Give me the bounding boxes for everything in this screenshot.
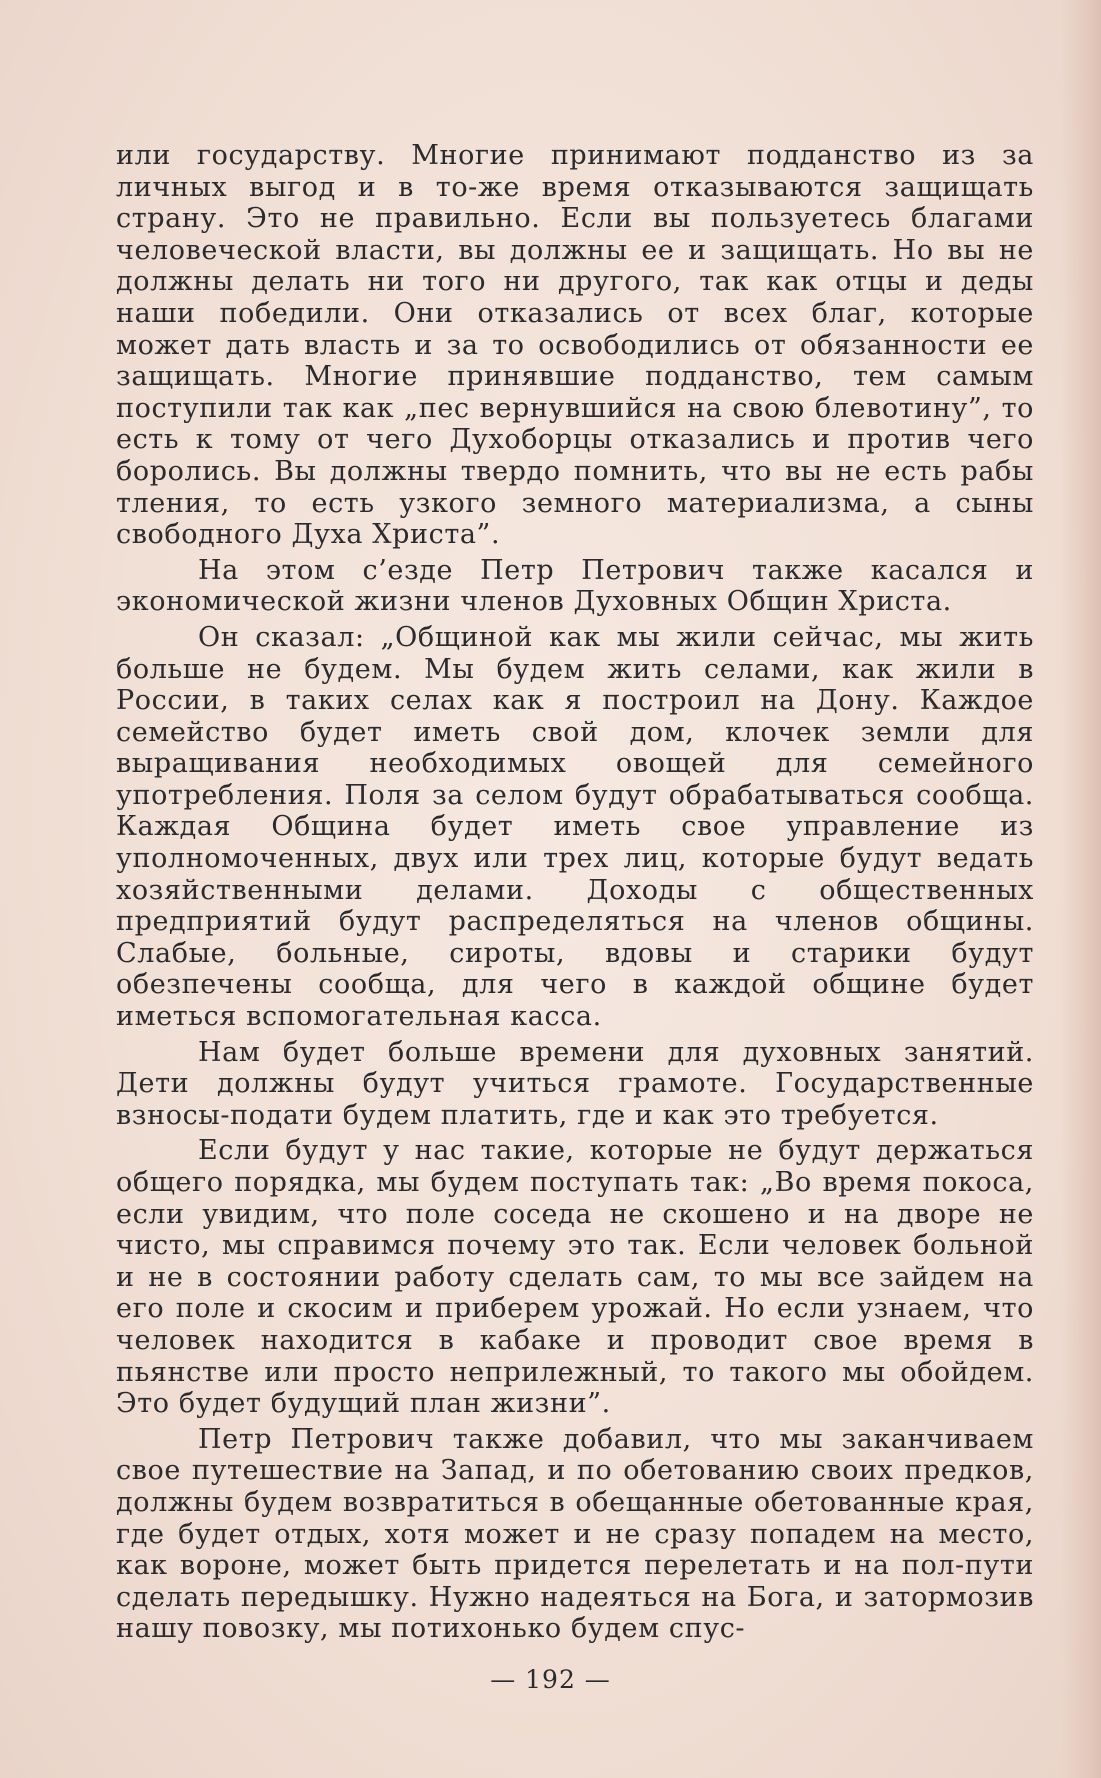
paragraph-1: или государству. Многие принимают подданство из за личных выгод и в то-же время отказываются защищать страну. Это не правильно. Если вы пользуетесь благами человеческой власти, вы должны ее и защищать. Но вы не должны делать ни того ни другого, так как отцы и деды наши победили. Они отказались от всех благ, которые может дать власть и за то освободились от обязанности ее защищать. Многие принявшие подданство, тем самым поступили так как „пес вернувшийся на свою блевотину”, то есть к тому от чего Духоборцы отказались и против чего боролись. Вы должны твердо помнить, что вы не есть рабы тления, то есть узкого земного материализма, а сыны свободного Духа Христа”. bbox=[116, 140, 1034, 551]
page-edge-shadow bbox=[1061, 0, 1101, 1778]
paragraph-6: Петр Петрович также добавил, что мы заканчиваем свое путешествие на Запад, и по обетованию своих предков, должны будем возвратиться в обещанные обетованные края, где будет отдых, хотя может и не сразу попадем на место, как вороне, может быть придется перелетать и на пол-пути сделать передышку. Нужно надеяться на Бога, и затормозив нашу повозку, мы потихонько будем спус- bbox=[116, 1423, 1034, 1645]
page-number: — 192 — bbox=[490, 1665, 611, 1694]
paragraph-5: Если будут у нас такие, которые не будут держаться общего порядка, мы будем поступать так: „Во время покоса, если увидим, что поле соседа не скошено и на дворе не чисто, мы справимся почему это так. Если человек больной и не в состоянии работу сделать сам, то мы все зайдем на его поле и скосим и приберем урожай. Но если узнаем, что человек находится в кабаке и проводит свое время в пьянстве или просто неприлежный, то такого мы обойдем. Это будет будущий план жизни”. bbox=[116, 1135, 1034, 1420]
paragraph-4: Нам будет больше времени для духовных занятий. Дети должны будут учиться грамоте. Государственные взносы-подати будем платить, где и как это требуется. bbox=[116, 1036, 1034, 1131]
paragraph-2: На этом с’езде Петр Петрович также касался и экономической жизни членов Духовных Общин Христа. bbox=[116, 554, 1034, 618]
body-text bbox=[116, 140, 1034, 1645]
paragraph-3: Он сказал: „Общиной как мы жили сейчас, мы жить больше не будем. Мы будем жить селами, как жили в России, в таких селах как я построил на Дону. Каждое семейство будет иметь свой дом, клочек земли для выращивания необходимых овощей для семейного употребления. Поля за селом будут обрабатываться сообща. Каждая Община будет иметь свое управление из уполномоченных, двух или трех лиц, которые будут ведать хозяйственными делами. Доходы с общественных предприятий будут распределяться на членов общины. Слабые, больные, сироты, вдовы и старики будут обезпечены сообща, для чего в каждой общине будет иметься вспомогательная касса. bbox=[116, 621, 1034, 1033]
